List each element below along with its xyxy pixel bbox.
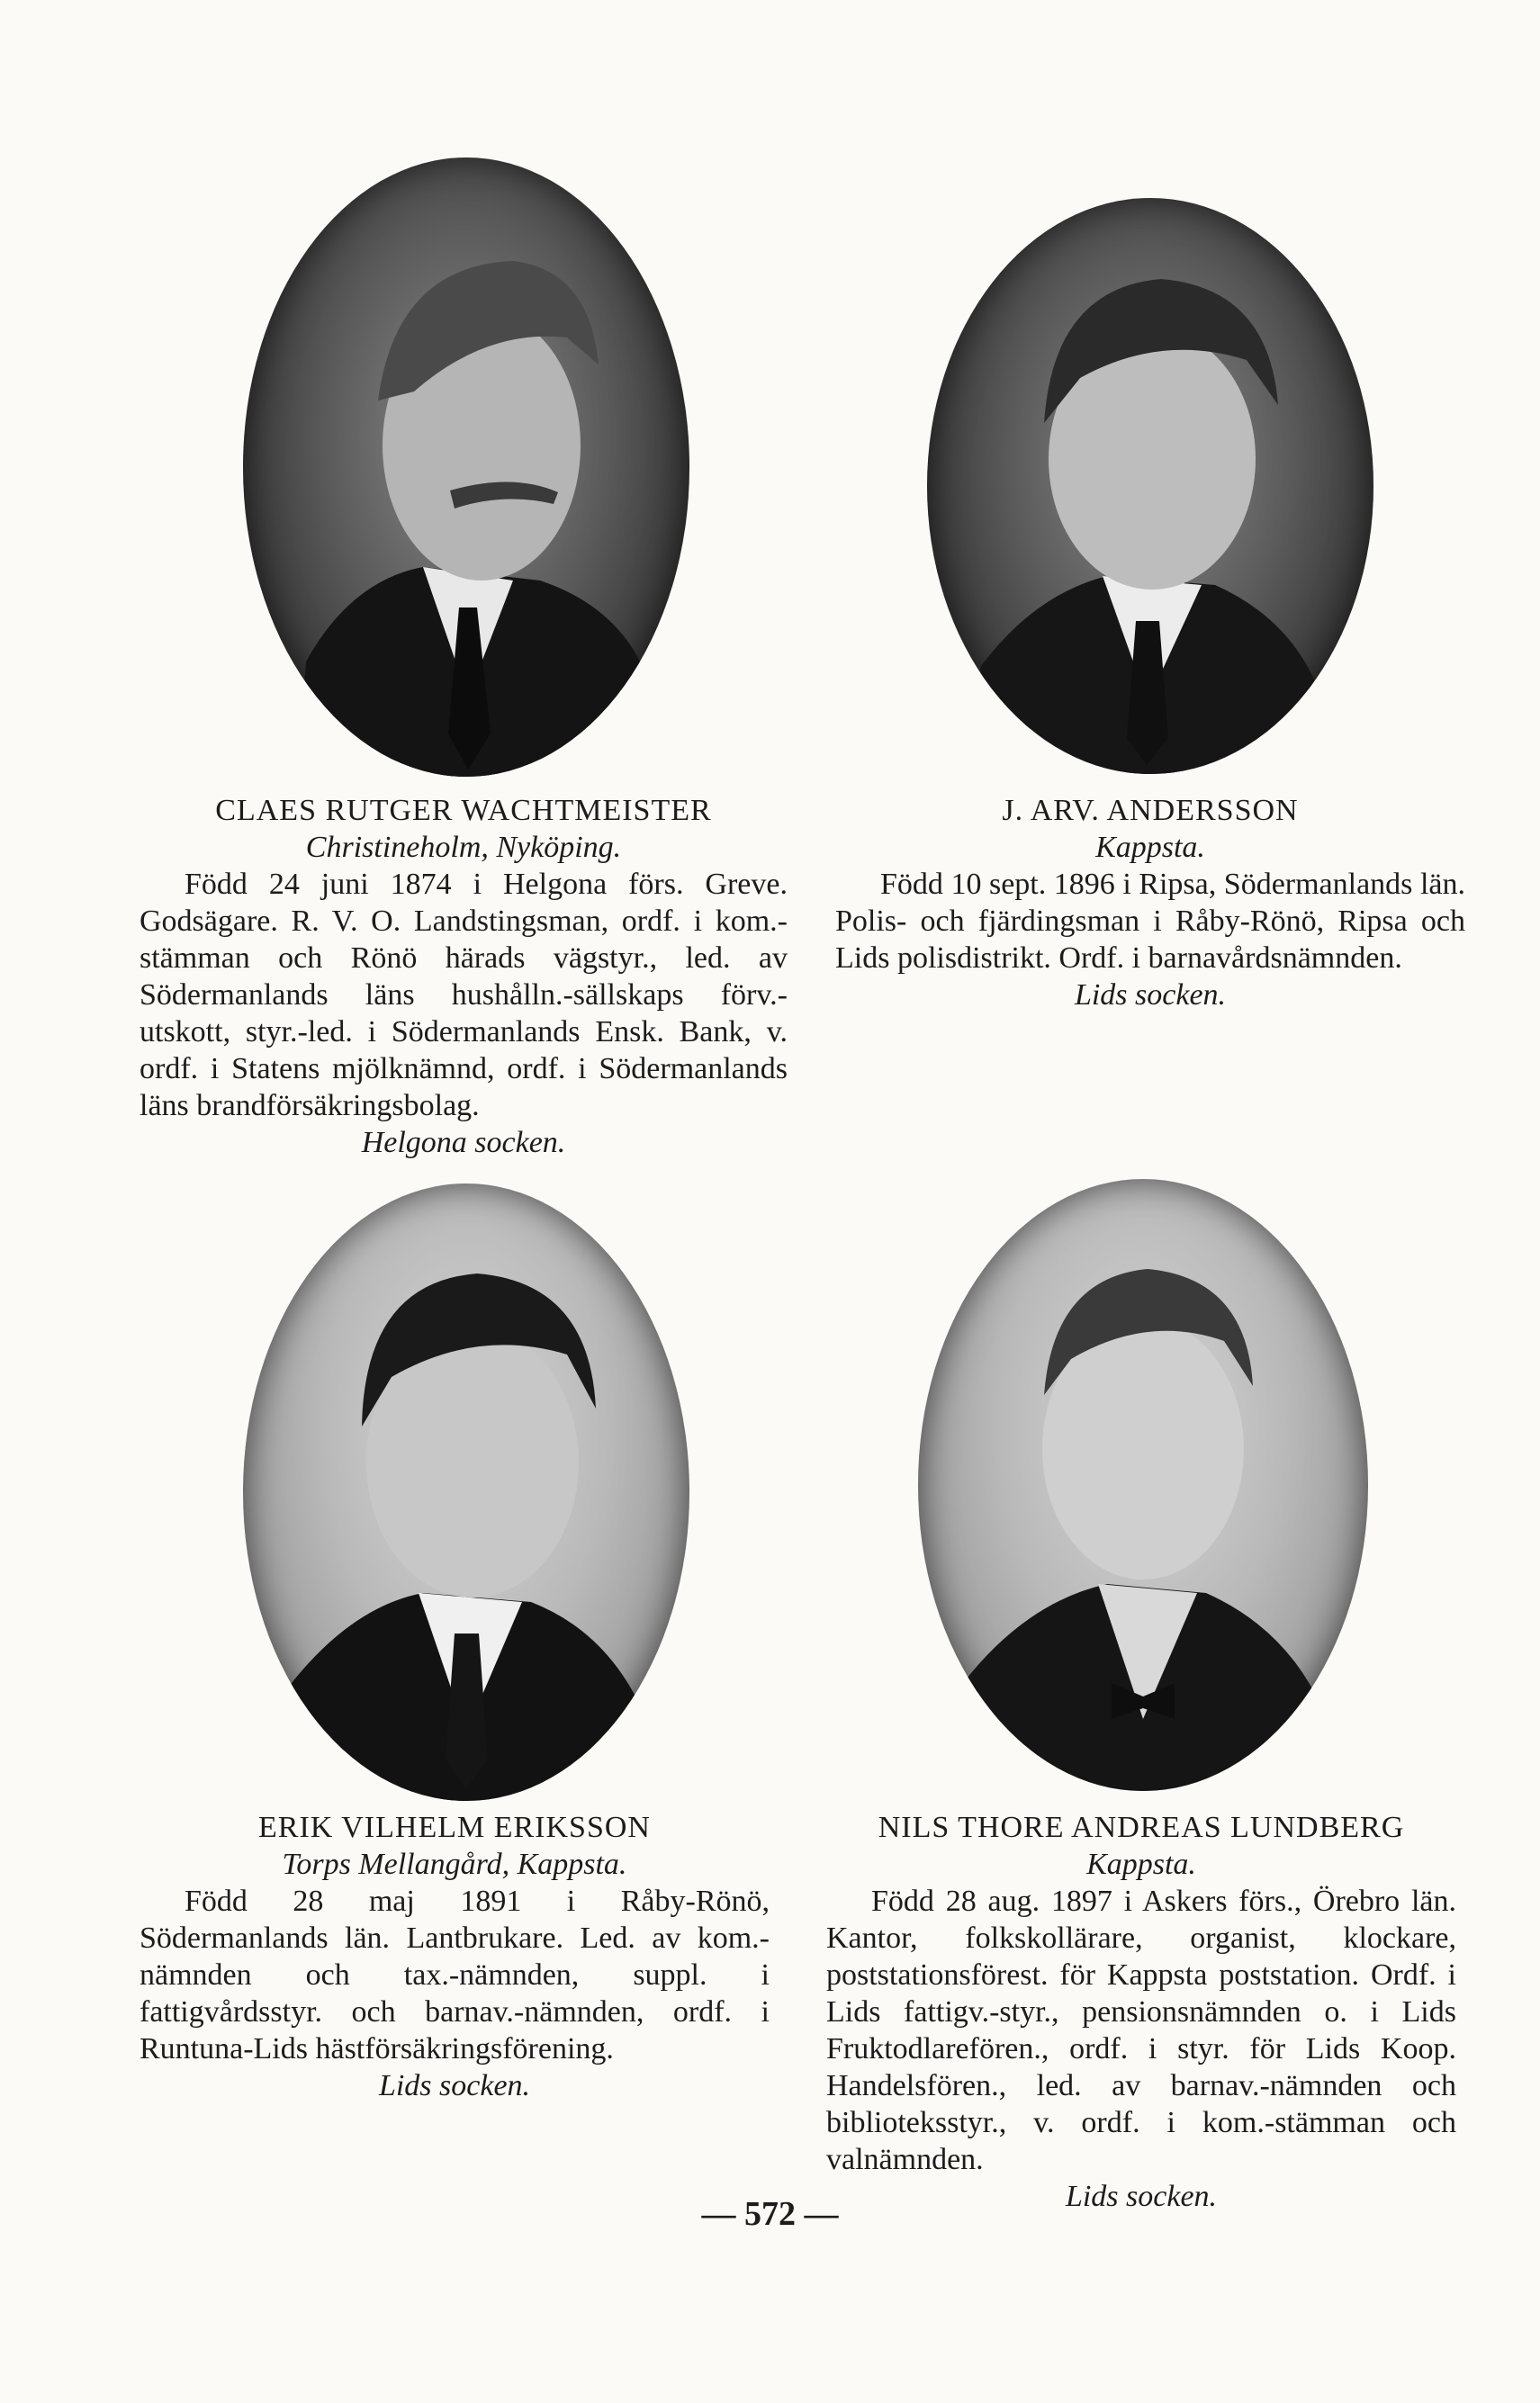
person-name: CLAES RUTGER WACHTMEISTER (215, 794, 712, 827)
entry-lundberg (826, 1809, 1456, 2215)
entry-eriksson (140, 1809, 770, 2104)
person-name: J. ARV. ANDERSSON (1002, 794, 1299, 827)
portrait-figure-icon (243, 158, 689, 777)
parish: Lids socken. (378, 2069, 531, 2102)
parish: Lids socken. (1065, 2180, 1218, 2213)
entry-andersson (835, 792, 1465, 1013)
parish: Helgona socken. (361, 1126, 566, 1159)
biography: Född 10 sept. 1896 i Ripsa, Södermanlands län. Polis- och fjärdingsman i Råby-Rönö, Ripsa och Lids polisdistrikt. Ordf. i barnavårdsnämnden. (835, 868, 1465, 975)
biography: Född 24 juni 1874 i Helgona förs. Greve. Godsägare. R. V. O. Landstingsman, ordf. i kom.-stämman och Rönö härads vägstyr., led. av Södermanlands läns hushålln.-sällskaps förv.-utskott, styr.-led. i Södermanlands Ensk. Bank, v. ordf. i Statens mjölknämnd, ordf. i Södermanlands läns brandförsäkringsbolag. (140, 868, 788, 1122)
biography: Född 28 maj 1891 i Råby-Rönö, Södermanlands län. Lantbrukare. Led. av kom.-nämnden och tax.-nämnden, suppl. i fattigvårdsstyr. och barnav.-nämnden, ordf. i Runtuna-Lids hästförsäkringsförening. (140, 1885, 770, 2066)
portrait-lundberg (918, 1179, 1368, 1791)
portrait-figure-icon (927, 198, 1373, 774)
entry-wachtmeister (140, 792, 788, 1161)
person-name: NILS THORE ANDREAS LUNDBERG (878, 1811, 1405, 1844)
residence: Kappsta. (1095, 831, 1205, 864)
parish: Lids socken. (1074, 978, 1227, 1012)
portrait-figure-icon (918, 1179, 1368, 1791)
residence: Torps Mellangård, Kappsta. (282, 1848, 627, 1881)
biography: Född 28 aug. 1897 i Askers förs., Örebro län. Kantor, folkskollärare, organist, klockare, poststationsförest. för Kappsta poststation. Ordf. i Lids fattigv.-styr., pensionsnämnden o. i Lids Fruktodlarefören., ordf. i styr. för Lids Koop. Handelsfören., led. av barnav.-nämnden och biblioteksstyr., v. ordf. i kom.-stämman och valnämnden. (826, 1885, 1456, 2176)
portrait-wachtmeister (243, 158, 689, 777)
residence: Christineholm, Nyköping. (305, 831, 622, 864)
residence: Kappsta. (1086, 1848, 1196, 1881)
portrait-andersson (927, 198, 1373, 774)
portrait-figure-icon (243, 1184, 689, 1801)
person-name: ERIK VILHELM ERIKSSON (258, 1811, 651, 1844)
portrait-eriksson (243, 1184, 689, 1801)
page-number: — 572 — (701, 2195, 839, 2233)
